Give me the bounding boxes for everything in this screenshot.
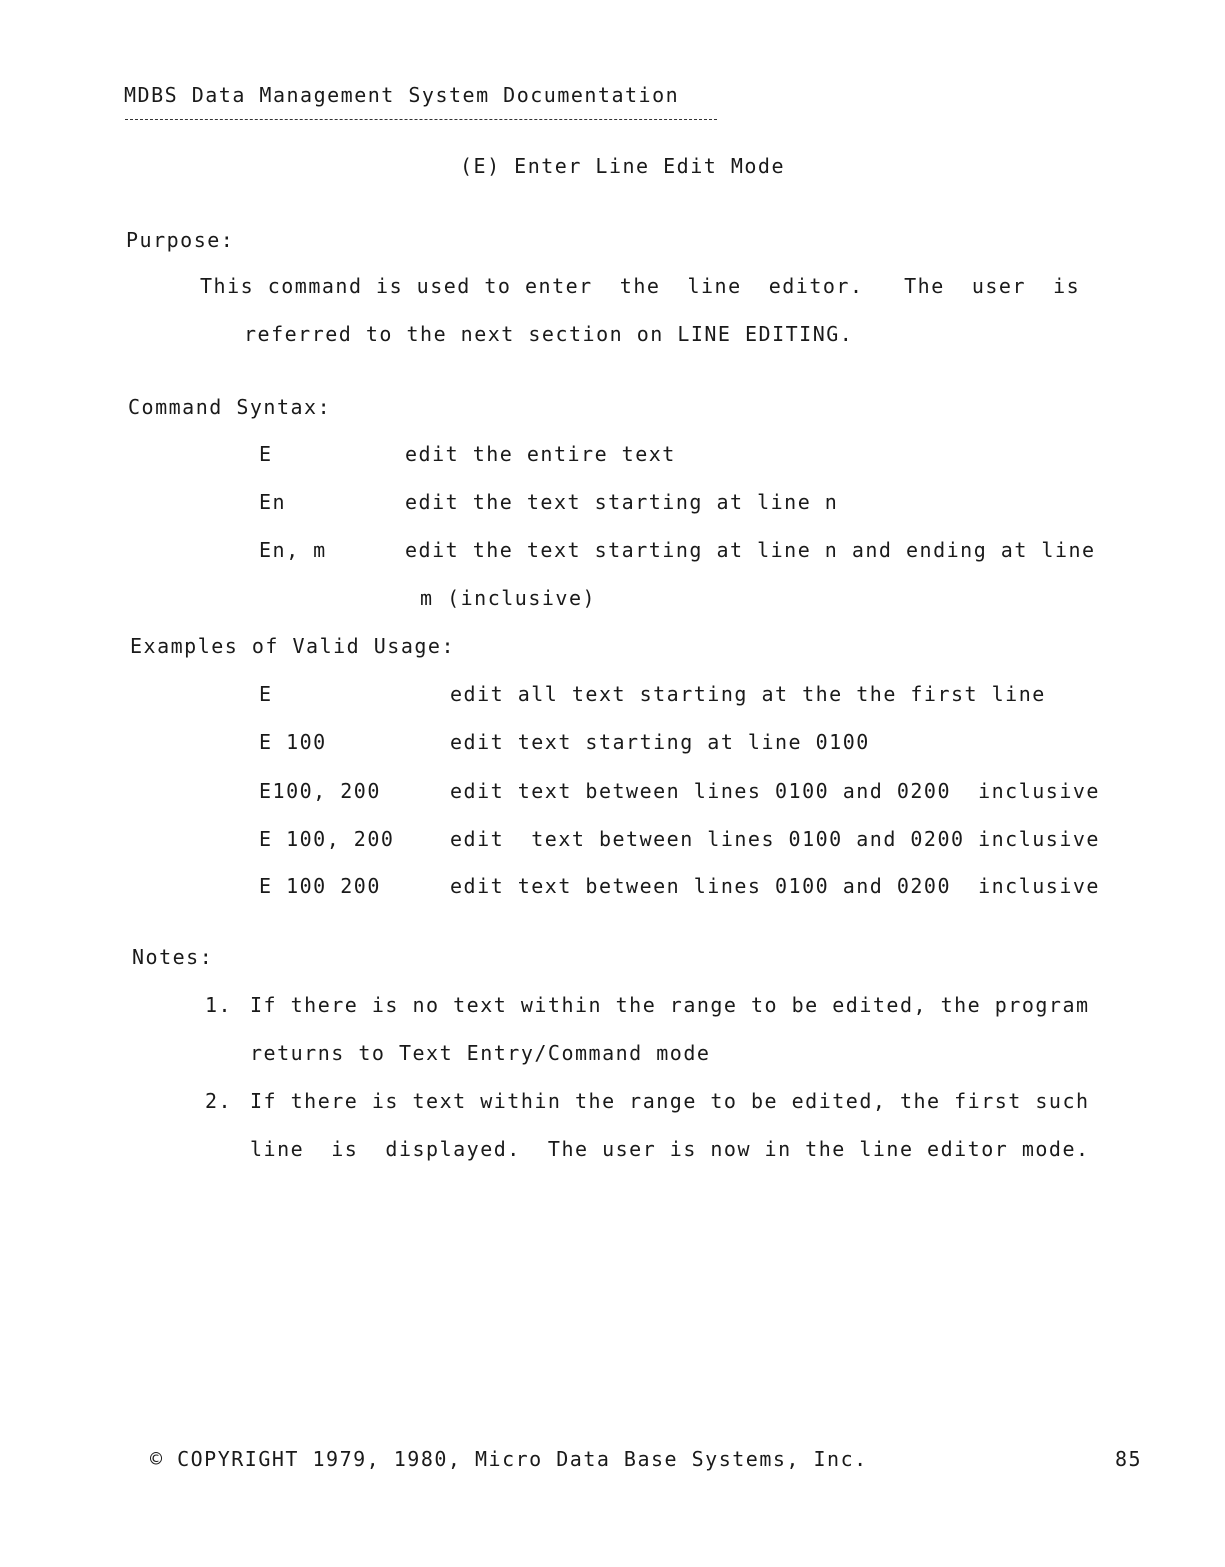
example-desc-5: edit text between lines 0100 and 0200 inclusive <box>450 874 1100 898</box>
syntax-cmd-3: En, m <box>259 538 327 562</box>
syntax-desc-3: edit the text starting at line n and ending at line <box>405 538 1096 562</box>
note-number-1: 1. <box>205 993 233 1017</box>
note-1-line-2: returns to Text Entry/Command mode <box>250 1041 711 1065</box>
copyright-notice: © COPYRIGHT 1979, 1980, Micro Data Base Systems, Inc. <box>150 1447 868 1471</box>
note-number-2: 2. <box>205 1089 233 1113</box>
example-cmd-4: E 100, 200 <box>259 827 395 851</box>
example-desc-4: edit text between lines 0100 and 0200 inclusive <box>450 827 1100 851</box>
page-number: 85 <box>1115 1447 1143 1471</box>
example-desc-1: edit all text starting at the the first line <box>450 682 1046 706</box>
syntax-heading: Command Syntax: <box>128 395 332 419</box>
header-rule <box>125 119 717 120</box>
running-header: MDBS Data Management System Documentation <box>124 83 680 107</box>
note-1-line-1: If there is no text within the range to be edited, the program <box>250 993 1090 1017</box>
notes-heading: Notes: <box>132 945 214 969</box>
section-title: (E) Enter Line Edit Mode <box>460 154 785 178</box>
example-cmd-5: E 100 200 <box>259 874 381 898</box>
syntax-continuation: m (inclusive) <box>420 586 597 610</box>
syntax-desc-1: edit the entire text <box>405 442 676 466</box>
note-2-line-2: line is displayed. The user is now in the line editor mode. <box>250 1137 1090 1161</box>
examples-heading: Examples of Valid Usage: <box>130 634 455 658</box>
syntax-cmd-1: E <box>259 442 273 466</box>
purpose-line-1: This command is used to enter the line editor. The user is <box>200 274 1081 298</box>
example-desc-2: edit text starting at line 0100 <box>450 730 870 754</box>
example-cmd-2: E 100 <box>259 730 327 754</box>
example-cmd-1: E <box>259 682 273 706</box>
note-2-line-1: If there is text within the range to be edited, the first such <box>250 1089 1090 1113</box>
syntax-desc-2: edit the text starting at line n <box>405 490 839 514</box>
example-cmd-3: E100, 200 <box>259 779 381 803</box>
purpose-line-2: referred to the next section on LINE EDITING. <box>244 322 854 346</box>
purpose-heading: Purpose: <box>126 228 235 252</box>
syntax-cmd-2: En <box>259 490 287 514</box>
example-desc-3: edit text between lines 0100 and 0200 inclusive <box>450 779 1100 803</box>
